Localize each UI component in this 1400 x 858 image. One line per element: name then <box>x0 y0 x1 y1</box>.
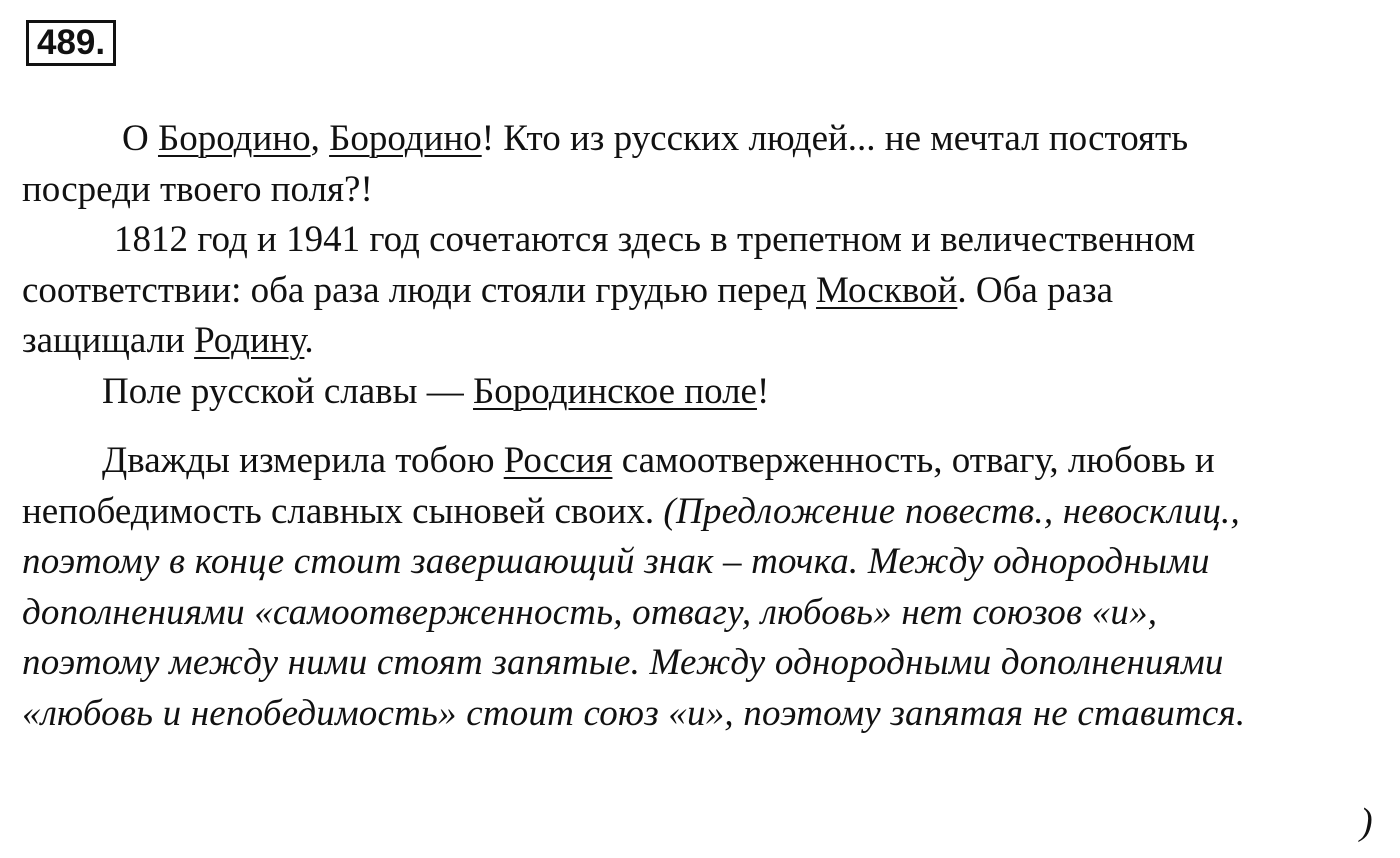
italic-comment-line: поэтому в конце стоит завершающий знак – точка. Между однородными <box>22 541 1210 582</box>
italic-comment-line: «любовь и непобедимость» стоит союз «и», поэтому запятая не ставится. <box>22 692 1246 734</box>
text-line: Дважды измерила тобою Россия самоотверженность, отвагу, любовь и <box>102 440 1215 481</box>
closing-parenthesis: ) <box>1360 801 1373 843</box>
text-block-2 <box>22 436 1367 739</box>
text-block-1 <box>22 114 1367 417</box>
italic-comment-line: дополнениями «самоотверженность, отвагу, любовь» нет союзов «и», <box>22 591 1158 633</box>
italic-comment: (Предложение повеств., невосклиц., <box>663 490 1240 532</box>
underlined-word: Бородино <box>157 118 311 159</box>
text-line: непобедимость славных сыновей своих. (Предложение повеств., невосклиц., <box>22 490 1240 532</box>
underlined-word: Бородино <box>329 118 482 159</box>
exercise-number: 489. <box>26 20 116 66</box>
underlined-word: Москвой <box>816 269 958 311</box>
text-line: посреди твоего поля?! <box>22 168 373 210</box>
text-line: Поле русской славы — Бородинское поле! <box>102 370 770 412</box>
text-line: защищали Родину. <box>22 320 314 361</box>
underlined-word: Родину <box>194 320 305 361</box>
text-line: 1812 год и 1941 год сочетаются здесь в трепетном и величественном <box>114 219 1196 260</box>
text-line: соответствии: оба раза люди стояли грудью перед Москвой. Оба раза <box>22 269 1114 311</box>
underlined-word: Бородинское поле <box>473 370 757 412</box>
italic-comment-line: поэтому между ними стоят запятые. Между однородными дополнениями <box>22 642 1224 683</box>
text-line: О Бородино, Бородино! Кто из русских людей... не мечтал постоять <box>122 118 1189 159</box>
underlined-word: Россия <box>503 440 613 481</box>
